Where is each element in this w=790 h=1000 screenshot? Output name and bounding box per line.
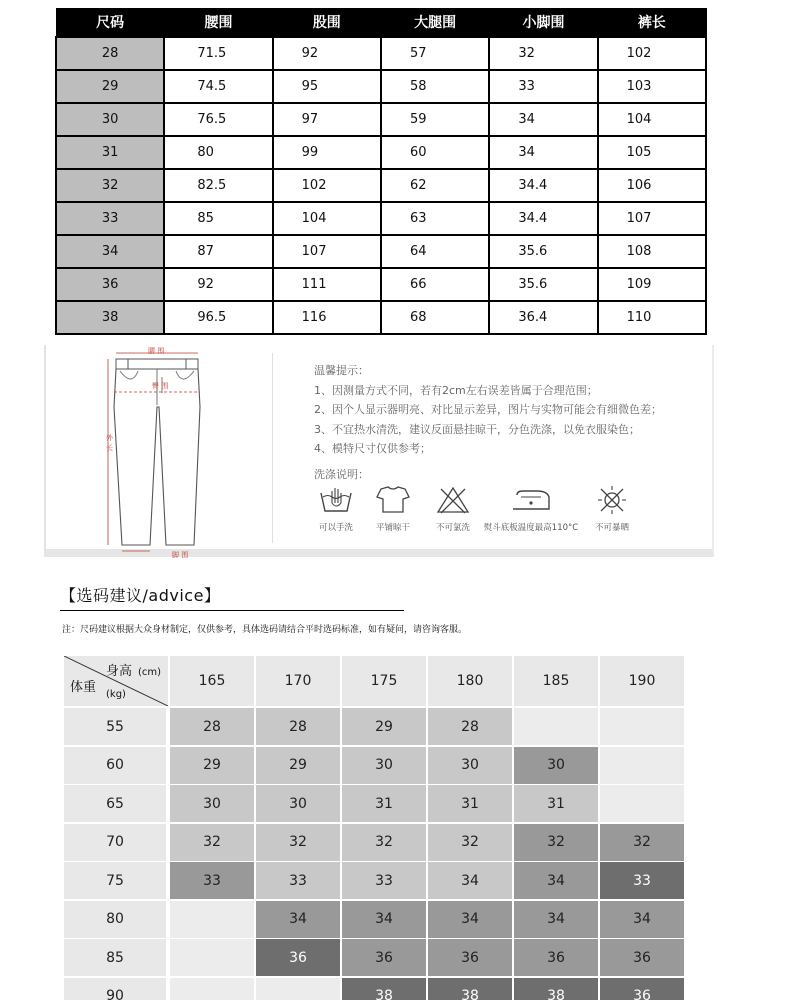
measurement-cell: 62 (381, 169, 489, 202)
size-table-header-cell: 大腿围 (381, 9, 489, 37)
recommended-size-cell: 36 (342, 939, 426, 976)
recommended-size-cell (170, 978, 254, 1000)
size-label-cell: 36 (56, 268, 164, 301)
recommended-size-cell (170, 939, 254, 976)
recommended-size-cell (514, 708, 598, 745)
recommended-size-cell: 29 (256, 747, 340, 784)
size-table-row (56, 37, 706, 70)
measurement-cell: 35.6 (489, 235, 597, 268)
size-table-row (56, 169, 706, 202)
measurement-cell: 108 (598, 235, 706, 268)
measurement-cell: 107 (598, 202, 706, 235)
measurement-cell: 34.4 (489, 202, 597, 235)
recommended-size-cell: 33 (600, 862, 684, 899)
recommended-size-cell: 32 (428, 824, 512, 861)
recommended-size-cell (600, 785, 684, 822)
recommended-size-cell: 30 (170, 785, 254, 822)
size-table-row (56, 301, 706, 334)
size-table-row (56, 136, 706, 169)
weight-row-header: 60 (64, 747, 166, 784)
size-label-cell: 32 (56, 169, 164, 202)
measurement-cell: 96.5 (164, 301, 272, 334)
measurement-cell: 102 (273, 169, 381, 202)
recommended-size-cell: 38 (342, 978, 426, 1000)
size-label-cell: 29 (56, 70, 164, 103)
tip-item: 4、模特尺寸仅供参考； (314, 442, 431, 455)
measurement-cell: 80 (164, 136, 272, 169)
measurement-cell: 74.5 (164, 70, 272, 103)
recommended-size-cell: 32 (600, 824, 684, 861)
corner-height-unit: (cm) (138, 667, 162, 678)
tip-item: 2、因个人显示器明亮、对比显示差异，图片与实物可能会有细微色差； (314, 403, 662, 416)
size-label-cell: 33 (56, 202, 164, 235)
recommended-size-cell: 33 (342, 862, 426, 899)
recommended-size-cell: 36 (256, 939, 340, 976)
size-table-row (56, 103, 706, 136)
measurement-cell: 58 (381, 70, 489, 103)
panel-divider (272, 353, 273, 543)
recommended-size-cell: 34 (514, 862, 598, 899)
measurement-cell: 36.4 (489, 301, 597, 334)
recommended-size-cell: 29 (170, 747, 254, 784)
measurement-cell: 71.5 (164, 37, 272, 70)
height-header-cell: 165 (170, 656, 254, 706)
measurement-cell: 32 (489, 37, 597, 70)
advice-title: 【选码建议/advice】 (60, 586, 221, 605)
recommended-size-cell: 38 (514, 978, 598, 1000)
weight-row-header: 55 (64, 708, 166, 745)
no-bleach-icon (435, 485, 471, 515)
recommended-size-cell (170, 901, 254, 938)
size-label-cell: 30 (56, 103, 164, 136)
recommended-size-cell: 34 (600, 901, 684, 938)
measurement-cell: 116 (273, 301, 381, 334)
height-header-cell: 175 (342, 656, 426, 706)
measurement-cell: 33 (489, 70, 597, 103)
recommended-size-cell (600, 747, 684, 784)
measurement-cell: 95 (273, 70, 381, 103)
waist-label: 腰 围 (148, 347, 165, 355)
measurement-cell: 68 (381, 301, 489, 334)
measurement-cell: 102 (598, 37, 706, 70)
pants-diagram (102, 347, 222, 557)
care-label: 平铺晾干 (375, 523, 410, 533)
corner-height-label: 身高 (106, 664, 133, 679)
size-measurement-table (55, 8, 707, 335)
outseam-label-1: 外 (106, 434, 113, 442)
measurement-cell: 82.5 (164, 169, 272, 202)
recommended-size-cell: 31 (428, 785, 512, 822)
recommended-size-cell: 38 (428, 978, 512, 1000)
tip-item: 1、因测量方式不同，若有2cm左右误差皆属于合理范围； (314, 383, 598, 397)
size-table-body (56, 37, 706, 334)
tips-title: 温馨提示： (314, 364, 369, 377)
size-table-row (56, 70, 706, 103)
corner-weight-label: 体重 (70, 680, 97, 695)
recommended-size-cell: 30 (342, 747, 426, 784)
recommended-size-cell: 30 (428, 747, 512, 784)
care-label: 不可暴晒 (594, 523, 629, 533)
advice-note: 注：尺码建议根据大众身材制定，仅供参考，具体选码请结合平时选码标准，如有疑问，请咨询客服。 (62, 625, 468, 635)
recommended-size-cell: 34 (514, 901, 598, 938)
iron-icon (511, 485, 551, 515)
measurement-cell: 111 (273, 268, 381, 301)
measurement-cell: 34 (489, 103, 597, 136)
recommended-size-cell: 34 (428, 901, 512, 938)
size-table-header-cell: 小脚围 (489, 9, 597, 37)
measurement-cell: 64 (381, 235, 489, 268)
wash-title: 洗涤说明： (314, 468, 369, 481)
care-label: 熨斗底板温度最高110°C (483, 523, 579, 533)
recommended-size-cell: 28 (170, 708, 254, 745)
recommended-size-cell: 30 (256, 785, 340, 822)
measurement-cell: 63 (381, 202, 489, 235)
size-label-cell: 28 (56, 37, 164, 70)
tips-block (314, 361, 662, 459)
recommended-size-cell: 36 (600, 978, 684, 1000)
weight-row-header: 70 (64, 824, 166, 861)
care-label: 可以手洗 (318, 523, 353, 533)
recommended-size-cell: 33 (170, 862, 254, 899)
height-header-cell: 180 (428, 656, 512, 706)
height-header-cell: 185 (514, 656, 598, 706)
hem-label: 脚 围 (172, 551, 189, 559)
recommended-size-cell: 31 (514, 785, 598, 822)
size-label-cell: 38 (56, 301, 164, 334)
recommended-size-cell: 28 (428, 708, 512, 745)
size-table-header-cell: 腰围 (164, 9, 272, 37)
size-table-row (56, 235, 706, 268)
tip-item: 3、不宜热水清洗，建议反面悬挂晾干，分色洗涤，以免衣服染色； (314, 422, 640, 436)
weight-row-header: 85 (64, 939, 166, 976)
recommended-size-cell (600, 708, 684, 745)
size-table-row (56, 268, 706, 301)
grid-corner (64, 656, 168, 706)
recommended-size-cell: 34 (256, 901, 340, 938)
recommended-size-cell: 36 (514, 939, 598, 976)
measurement-cell: 110 (598, 301, 706, 334)
measurement-cell: 85 (164, 202, 272, 235)
measurement-cell: 99 (273, 136, 381, 169)
measurement-cell: 92 (164, 268, 272, 301)
recommended-size-cell: 31 (342, 785, 426, 822)
measurement-cell: 107 (273, 235, 381, 268)
recommended-size-cell: 29 (342, 708, 426, 745)
measurement-cell: 105 (598, 136, 706, 169)
recommended-size-cell: 34 (428, 862, 512, 899)
size-table-header-cell: 尺码 (56, 9, 164, 37)
recommended-size-cell: 32 (170, 824, 254, 861)
measurement-cell: 104 (598, 103, 706, 136)
info-panel (44, 345, 714, 557)
dry-flat-icon (375, 485, 411, 515)
weight-row-header: 80 (64, 901, 166, 938)
measurement-cell: 59 (381, 103, 489, 136)
care-no-sun (567, 485, 657, 533)
measurement-cell: 104 (273, 202, 381, 235)
measurement-cell: 34.4 (489, 169, 597, 202)
advice-divider (60, 610, 404, 611)
care-label: 不可氯洗 (435, 523, 470, 533)
size-advice-grid (64, 656, 682, 1000)
recommended-size-cell: 34 (342, 901, 426, 938)
measurement-cell: 106 (598, 169, 706, 202)
measurement-cell: 57 (381, 37, 489, 70)
outseam-label-2: 长 (106, 444, 113, 452)
size-table-header-cell: 裤长 (598, 9, 706, 37)
size-label-cell: 34 (56, 235, 164, 268)
hip-label: 臀 围 (152, 382, 169, 390)
measurement-cell: 109 (598, 268, 706, 301)
recommended-size-cell: 30 (514, 747, 598, 784)
measurement-cell: 92 (273, 37, 381, 70)
measurement-cell: 76.5 (164, 103, 272, 136)
size-table-header (56, 9, 706, 37)
recommended-size-cell: 36 (428, 939, 512, 976)
measurement-cell: 35.6 (489, 268, 597, 301)
weight-row-header: 65 (64, 785, 166, 822)
measurement-cell: 87 (164, 235, 272, 268)
recommended-size-cell: 28 (256, 708, 340, 745)
size-table-header-cell: 股围 (273, 9, 381, 37)
recommended-size-cell: 32 (514, 824, 598, 861)
height-header-cell: 170 (256, 656, 340, 706)
recommended-size-cell: 32 (256, 824, 340, 861)
corner-weight-unit: (kg) (106, 689, 126, 700)
measurement-cell: 97 (273, 103, 381, 136)
recommended-size-cell (256, 978, 340, 1000)
recommended-size-cell: 36 (600, 939, 684, 976)
recommended-size-cell: 33 (256, 862, 340, 899)
weight-row-header: 75 (64, 862, 166, 899)
weight-row-header: 90 (64, 978, 166, 1000)
size-label-cell: 31 (56, 136, 164, 169)
measurement-cell: 34 (489, 136, 597, 169)
measurement-cell: 66 (381, 268, 489, 301)
recommended-size-cell: 32 (342, 824, 426, 861)
measurement-cell: 60 (381, 136, 489, 169)
height-header-cell: 190 (600, 656, 684, 706)
measurement-cell: 103 (598, 70, 706, 103)
size-table-row (56, 202, 706, 235)
no-sun-icon (594, 485, 630, 515)
